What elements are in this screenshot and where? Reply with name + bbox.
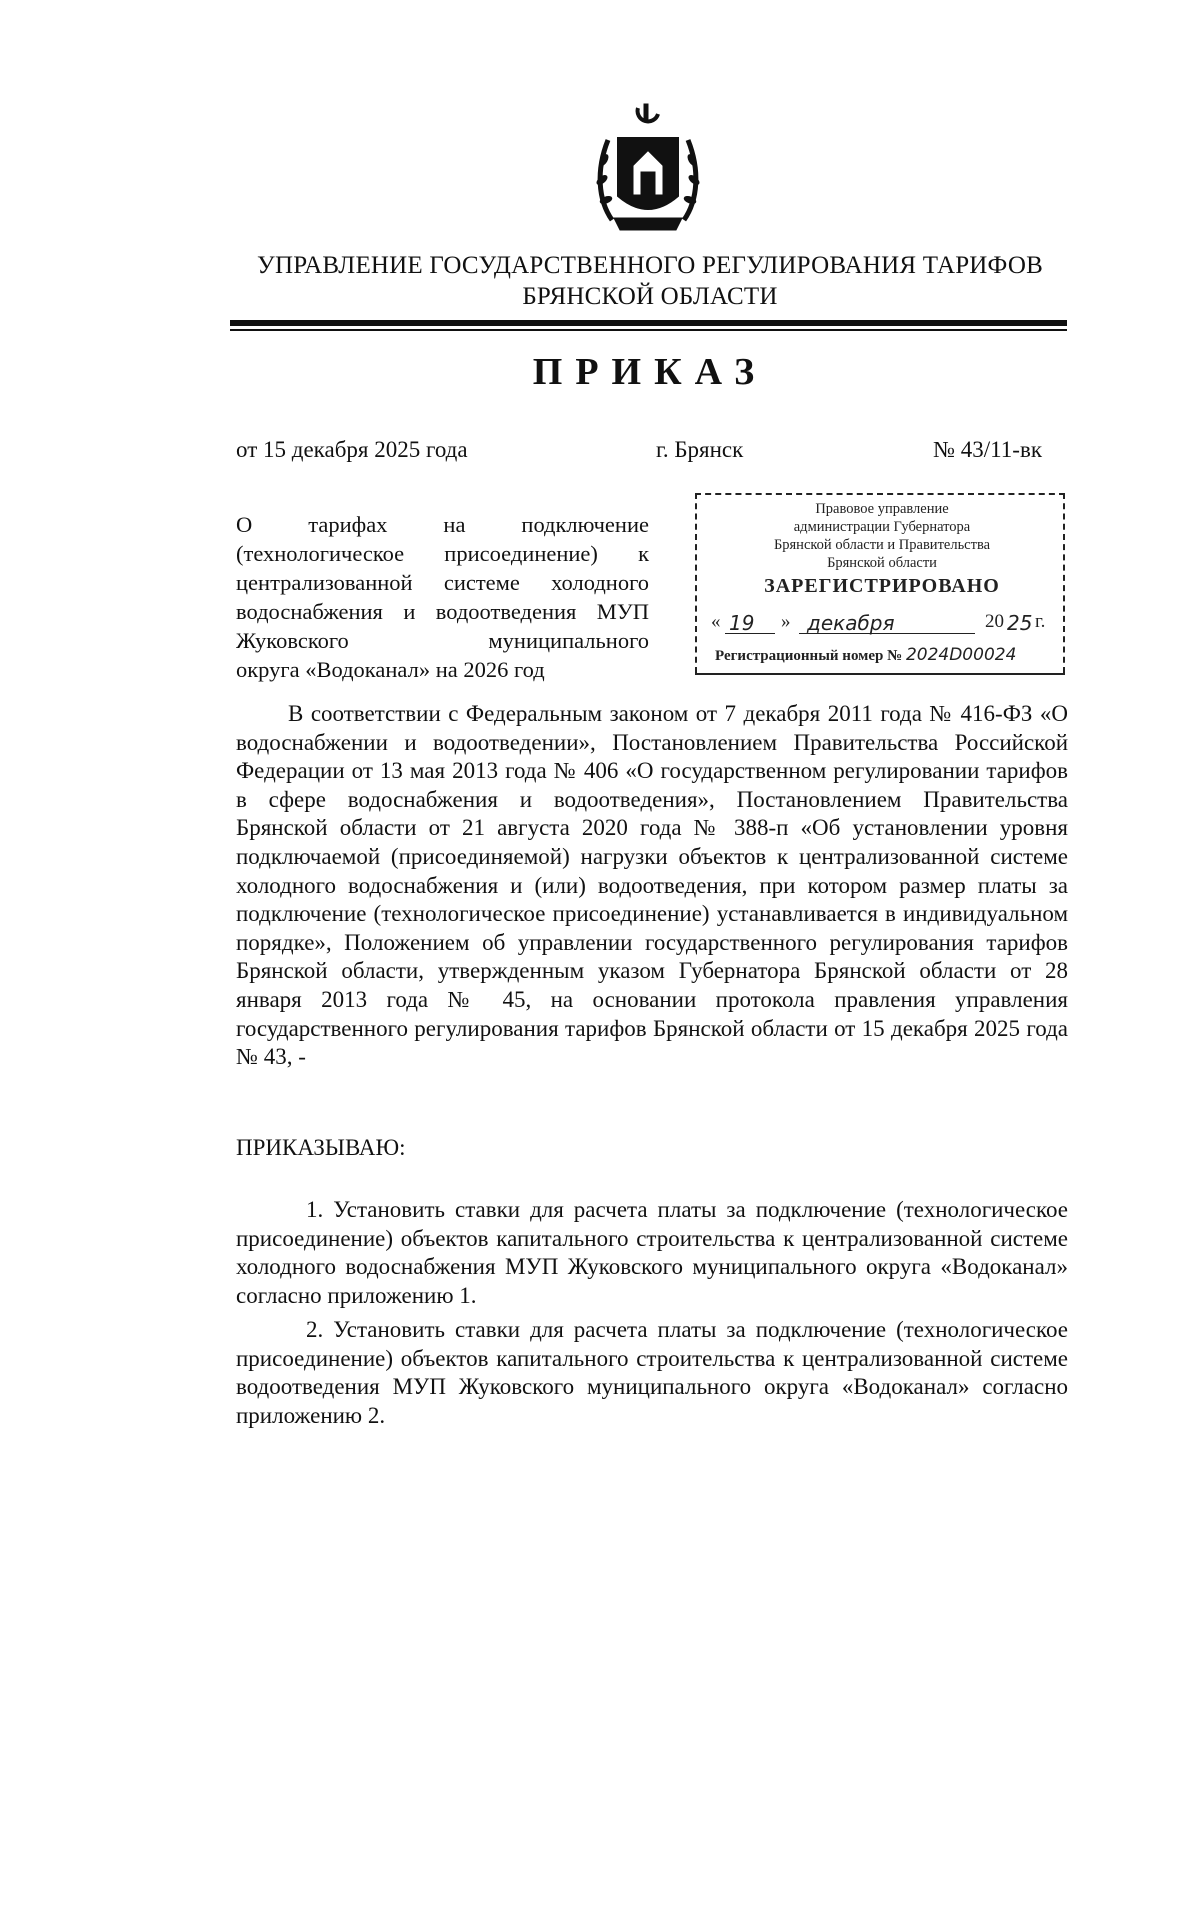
decree-item-2: 2. Установить ставки для расчета платы за подключение (технологическое присоединение) объектов капитального строительства к централизованной системе водоотведения МУП Жуковского муниципального округа «Водоканал» согласно приложению 2.: [236, 1317, 1068, 1428]
stamp-year-unit: г.: [1035, 611, 1046, 632]
stamp-border-top: [695, 493, 1065, 495]
stamp-date-quote-close: »: [781, 611, 791, 632]
decree-item-1: 1. Установить ставки для расчета платы за подключение (технологическое присоединение) объектов капитального строительства к централизованной системе холодного водоснабжения МУП Жуковского муниципального округа «Водоканал» согласно приложению 1.: [236, 1197, 1068, 1308]
decree-heading: ПРИКАЗЫВАЮ:: [236, 1135, 406, 1160]
stamp-line-3: Брянской области и Правительства: [773, 537, 991, 553]
stamp-registered-label: ЗАРЕГИСТРИРОВАНО: [764, 575, 1000, 597]
stamp-line-2: администрации Губернатора: [793, 519, 971, 535]
stamp-reg-label: [715, 645, 1016, 665]
coat-of-arms-icon: [592, 100, 704, 235]
stamp-year-suffix: 25: [1007, 611, 1033, 635]
stamp-border-bottom: [695, 673, 1065, 675]
order-subject-text: О тарифах на подключение (технологическое присоединение) к централизованной системе холодного водоснабжения и водоотведения МУП Жуковского муниципального: [236, 512, 649, 653]
organization-name: УПРАВЛЕНИЕ ГОСУДАРСТВЕННОГО РЕГУЛИРОВАНИЯ ТАРИФОВ: [257, 252, 1043, 279]
order-city: г. Брянск: [656, 437, 744, 462]
stamp-month-underline: [799, 617, 975, 634]
stamp-year-prefix: 20: [985, 611, 1004, 632]
order-date: от 15 декабря 2025 года: [236, 437, 468, 462]
stamp-date-month: декабря: [807, 611, 895, 635]
stamp-reg-number: 2024D00024: [905, 645, 1017, 665]
stamp-date-quote-open: «: [711, 611, 721, 632]
order-subject: [236, 510, 649, 684]
stamp-line-4: Брянской области: [827, 555, 937, 571]
header-rule-thin: [230, 329, 1067, 331]
registration-stamp: [695, 493, 1069, 679]
organization-region: БРЯНСКОЙ ОБЛАСТИ: [522, 283, 778, 310]
preamble-paragraph: В соответствии с Федеральным законом от 7 декабря 2011 года № 416-ФЗ «О водоснабжении и водоотведении», Постановлением Правительства Российской Федерации от 13 мая 2013 года № 406 «О государственном регулировании тарифов в сфере водоснабжения и водоотведения», Постановлением Правительства Брянской области от 21 августа 2020 года № 388-п «Об установлении уровня подключаемой (присоединяемой) нагрузки объектов к централизованной системе холодного водоснабжения и (или) водоотведения, при котором размер платы за подключение (технологическое присоединение) устанавливается в индивидуальном порядке», Положением об управлении государственного регулирования тарифов Брянской области, утвержденным указом Губернатора Брянской области от 28 января 2013 года № 45, на основании протокола правления управления государственного регулирования тарифов Брянской области от 15 декабря 2025 года № 43, -: [236, 701, 1068, 1070]
stamp-line-1: Правовое управление: [815, 501, 949, 517]
header-rule-thick: [230, 320, 1067, 326]
order-subject-text-last: округа «Водоканал» на 2026 год: [236, 657, 545, 682]
order-number: № 43/11-вк: [933, 437, 1042, 462]
stamp-date-day: 19: [729, 611, 755, 635]
stamp-reg-label-text: Регистрационный номер №: [715, 648, 903, 664]
stamp-day-underline: [725, 617, 775, 634]
document-title: ПРИКАЗ: [532, 351, 768, 393]
